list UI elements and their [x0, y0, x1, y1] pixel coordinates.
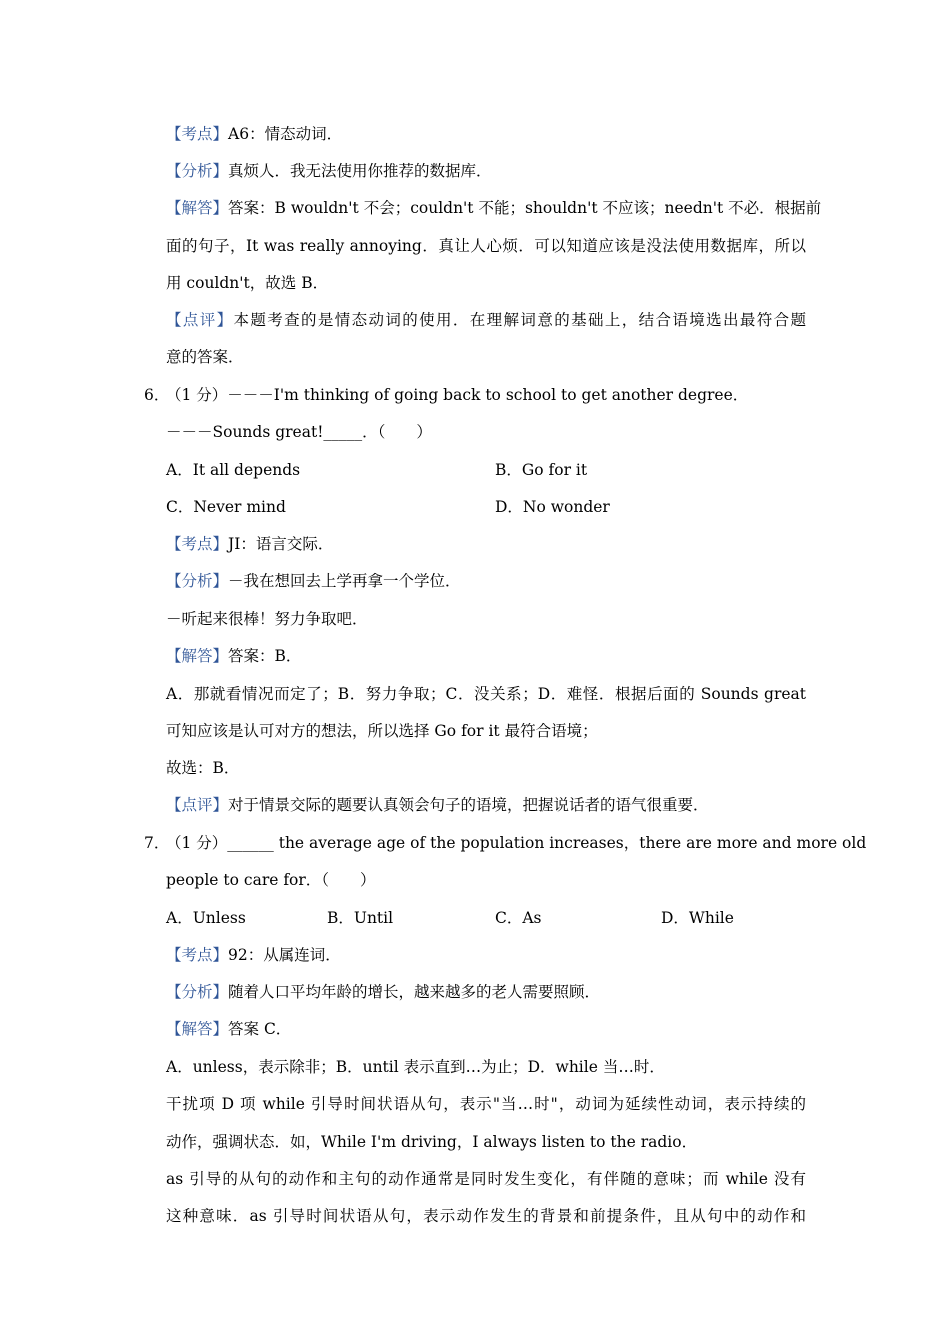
q5-fenxi — [166, 160, 806, 182]
kaodian-tag: 【考点】 — [166, 946, 229, 964]
q6-jieda-line2: A．那就看情况而定了；B．努力争取；C．没关系；D．难怪．根据后面的 Sounds great — [166, 685, 806, 703]
q5-dianping-line1: 本题考查的是情态动词的使用．在理解词意的基础上，结合语境选出最符合题 — [233, 311, 806, 329]
kaodian-tag: 【考点】 — [166, 125, 229, 143]
q7-option-b: B．Until — [327, 909, 394, 927]
q7-kaodian — [166, 944, 806, 966]
q6-stem-line2: －－－Sounds great!_____．（ ） — [166, 423, 432, 441]
jieda-tag: 【解答】 — [166, 1020, 229, 1038]
q5-jieda — [166, 197, 822, 219]
q6-dianping-text: 对于情景交际的题要认真领会句子的语境，把握说话者的语气很重要． — [228, 796, 709, 814]
q6-fenxi-line1: －我在想回去上学再拿一个学位． — [228, 572, 461, 590]
q6-jieda — [166, 645, 806, 667]
q7-fenxi — [166, 981, 806, 1003]
q7-jieda-line6: 这种意味．as 引导时间状语从句，表示动作发生的背景和前提条件，且从句中的动作和 — [166, 1207, 806, 1225]
q6-option-a: A．It all depends — [166, 461, 301, 479]
q7-option-a: A．Unless — [166, 909, 246, 927]
q7-jieda-line4: 动作，强调状态．如，While I'm driving，I always listen to the radio． — [166, 1133, 698, 1151]
q6-jieda-line3: 可知应该是认可对方的想法，所以选择 Go for it 最符合语境； — [166, 722, 598, 740]
fenxi-tag: 【分析】 — [166, 983, 229, 1001]
q7-jieda-line3: 干扰项 D 项 while 引导时间状语从句，表示"当…时"，动词为延续性动词，表示持续的 — [166, 1095, 806, 1113]
q5-jieda-line1: 答案：B wouldn't 不会；couldn't 不能；shouldn't 不应该；needn't 不必．根据前 — [228, 199, 822, 217]
fenxi-tag: 【分析】 — [166, 572, 229, 590]
q7-jieda-line5: as 引导的从句的动作和主句的动作通常是同时发生变化，有伴随的意味；而 while 没有 — [166, 1170, 806, 1188]
q7-fenxi-text: 随着人口平均年龄的增长，越来越多的老人需要照顾． — [228, 983, 601, 1001]
q5-kaodian-text: A6：情态动词． — [228, 125, 343, 143]
q6-stem-line1: （1 分）－－－I'm thinking of going back to school to get another degree． — [166, 386, 749, 404]
dianping-tag: 【点评】 — [166, 796, 229, 814]
q6-option-b: B．Go for it — [495, 461, 588, 479]
q7-jieda — [166, 1018, 806, 1040]
q6-option-c: C．Never mind — [166, 498, 286, 516]
q6-fenxi — [166, 570, 806, 592]
q7-jieda-line2: A．unless，表示除非；B．until 表示直到…为止；D．while 当…时． — [166, 1058, 665, 1076]
q7-kaodian-text: 92：从属连词． — [228, 946, 341, 964]
q6-fenxi-line2: －听起来很棒！努力争取吧． — [166, 610, 368, 628]
q5-jieda-line3: 用 couldn't，故选 B． — [166, 274, 329, 292]
kaodian-tag: 【考点】 — [166, 535, 229, 553]
q6-option-d: D．No wonder — [495, 498, 610, 516]
jieda-tag: 【解答】 — [166, 647, 229, 665]
q6-kaodian-text: JI：语言交际． — [228, 535, 334, 553]
q7-jieda-line1: 答案 C． — [228, 1020, 292, 1038]
jieda-tag: 【解答】 — [166, 199, 229, 217]
q6-kaodian — [166, 533, 806, 555]
q6-jieda-line4: 故选：B． — [166, 759, 240, 777]
q6-number: 6． — [144, 386, 170, 404]
q6-dianping — [166, 794, 806, 816]
q7-stem-line2: people to care for．（ ） — [166, 871, 376, 889]
dianping-tag: 【点评】 — [166, 311, 234, 329]
q5-dianping — [166, 309, 806, 331]
fenxi-tag: 【分析】 — [166, 162, 229, 180]
q7-option-d: D．While — [661, 909, 734, 927]
q5-kaodian — [166, 123, 806, 145]
q5-fenxi-text: 真烦人．我无法使用你推荐的数据库． — [228, 162, 492, 180]
q7-number: 7． — [144, 834, 170, 852]
q6-jieda-line1: 答案：B． — [228, 647, 302, 665]
q5-jieda-line2: 面的句子，It was really annoying．真让人心烦．可以知道应该是没法使用数据库，所以 — [166, 237, 806, 255]
q5-dianping-line2: 意的答案． — [166, 348, 244, 366]
q7-stem-line1: （1 分）______ the average age of the population increases，there are more and more old — [166, 834, 867, 852]
q7-option-c: C．As — [495, 909, 542, 927]
